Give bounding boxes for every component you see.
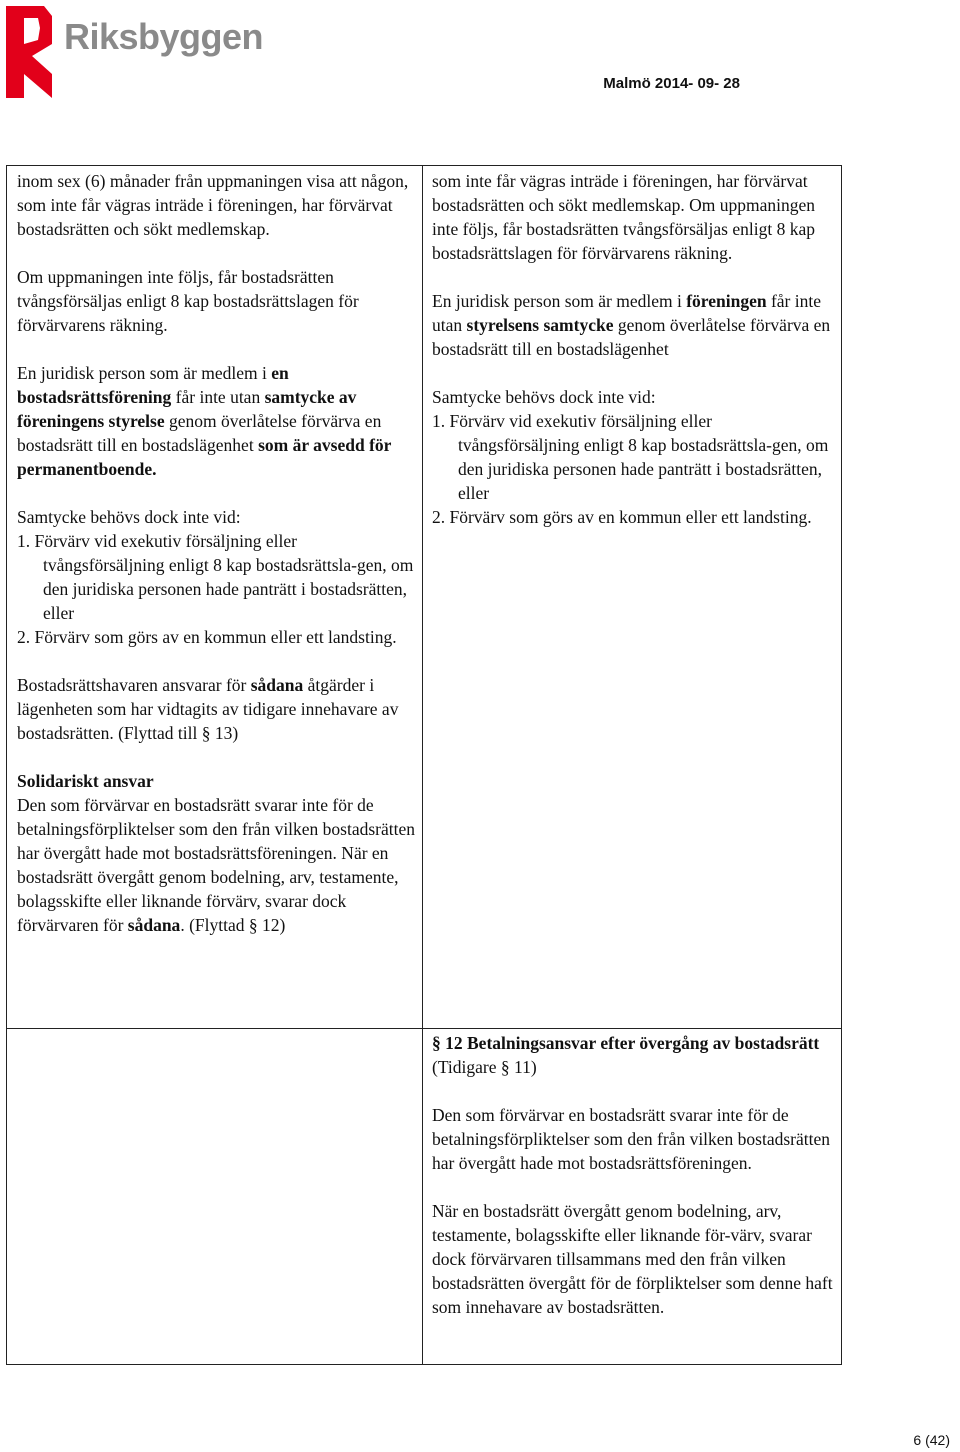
section-heading: Solidariskt ansvar xyxy=(17,771,154,791)
paragraph: Samtycke behövs dock inte vid: xyxy=(432,387,656,407)
logo-mark-icon xyxy=(4,4,56,100)
list-item: 2. Förvärv som görs av en kommun eller ett landsting. xyxy=(17,627,397,647)
paragraph: Samtycke behövs dock inte vid: xyxy=(17,507,241,527)
paragraph: En juridisk person som är medlem i en bostadsrättsförening får inte utan samtycke av föreningens styrelse genom överlåtelse förvärva en bostadsrätt till en bostadslägenhet som är avsedd för permanentboende. xyxy=(17,363,392,479)
list-item: 2. Förvärv som görs av en kommun eller ett landsting. xyxy=(432,507,812,527)
riksbyggen-logo xyxy=(4,4,304,100)
paragraph: Den som förvärvar en bostadsrätt svarar inte för de betalningsförpliktelser som den från vilken bostadsrätten har övergått hade mot bostadsrättsföreningen. När en bostadsrätt övergått genom bodelning, arv, testamente, bolagsskifte eller liknande förvärv, svarar dock förvärvaren för sådana. (Flyttad § 12) xyxy=(17,795,416,935)
section-heading: § 12 Betalningsansvar efter övergång av bostadsrätt (Tidigare § 11) xyxy=(432,1033,820,1077)
list-item: 1. Förvärv vid exekutiv försäljning eller tvångsförsäljning enligt 8 kap bostadsrättsla-gen, om den juridiska personen hade panträtt i bostadsrätten, eller xyxy=(17,531,414,623)
paragraph: Om uppmaningen inte följs, får bostadsrätten tvångsförsäljas enligt 8 kap bostadsrättslagen för förvärvarens räkning. xyxy=(17,267,359,335)
right-column xyxy=(432,169,837,529)
paragraph: Bostadsrättshavaren ansvarar för sådana åtgärder i lägenheten som har vidtagits av tidigare innehavare av bostadsrätten. (Flyttad till § 13) xyxy=(17,675,399,743)
list-item: 1. Förvärv vid exekutiv försäljning eller tvångsförsäljning enligt 8 kap bostadsrättsla-gen, om den juridiska personen hade panträtt i bostadsrätten, eller xyxy=(432,411,829,503)
paragraph: När en bostadsrätt övergått genom bodelning, arv, testamente, bolagsskifte eller liknande för-värv, svarar dock förvärvaren tillsammans med den från vilken bostadsrätten övergått för de förpliktelser som denne haft som innehavare av bostadsrätten. xyxy=(432,1201,833,1317)
column-divider xyxy=(422,166,423,1364)
right-column-section-12 xyxy=(432,1031,837,1319)
paragraph: som inte får vägras inträde i föreningen, har förvärvat bostadsrätten och sökt medlemskap. Om uppmaningen inte följs, får bostadsrätten tvångsförsäljas enligt 8 kap bostadsrättslagen för förvärvarens räkning. xyxy=(432,171,815,263)
document-date: Malmö 2014- 09- 28 xyxy=(603,75,740,92)
left-column xyxy=(17,169,417,937)
paragraph: inom sex (6) månader från uppmaningen visa att någon, som inte får vägras inträde i föreningen, har förvärvat bostadsrätten och sökt medlemskap. xyxy=(17,171,409,239)
row-divider xyxy=(7,1028,841,1029)
comparison-table xyxy=(6,165,842,1365)
logo-wordmark: Riksbyggen xyxy=(64,16,264,57)
paragraph: Den som förvärvar en bostadsrätt svarar inte för de betalningsförpliktelser som den från vilken bostadsrätten har övergått hade mot bostadsrättsföreningen. xyxy=(432,1105,831,1173)
page-number: 6 (42) xyxy=(913,1432,950,1448)
paragraph: En juridisk person som är medlem i föreningen får inte utan styrelsens samtycke genom överlåtelse förvärva en bostadsrätt till en bostadslägenhet xyxy=(432,291,831,359)
